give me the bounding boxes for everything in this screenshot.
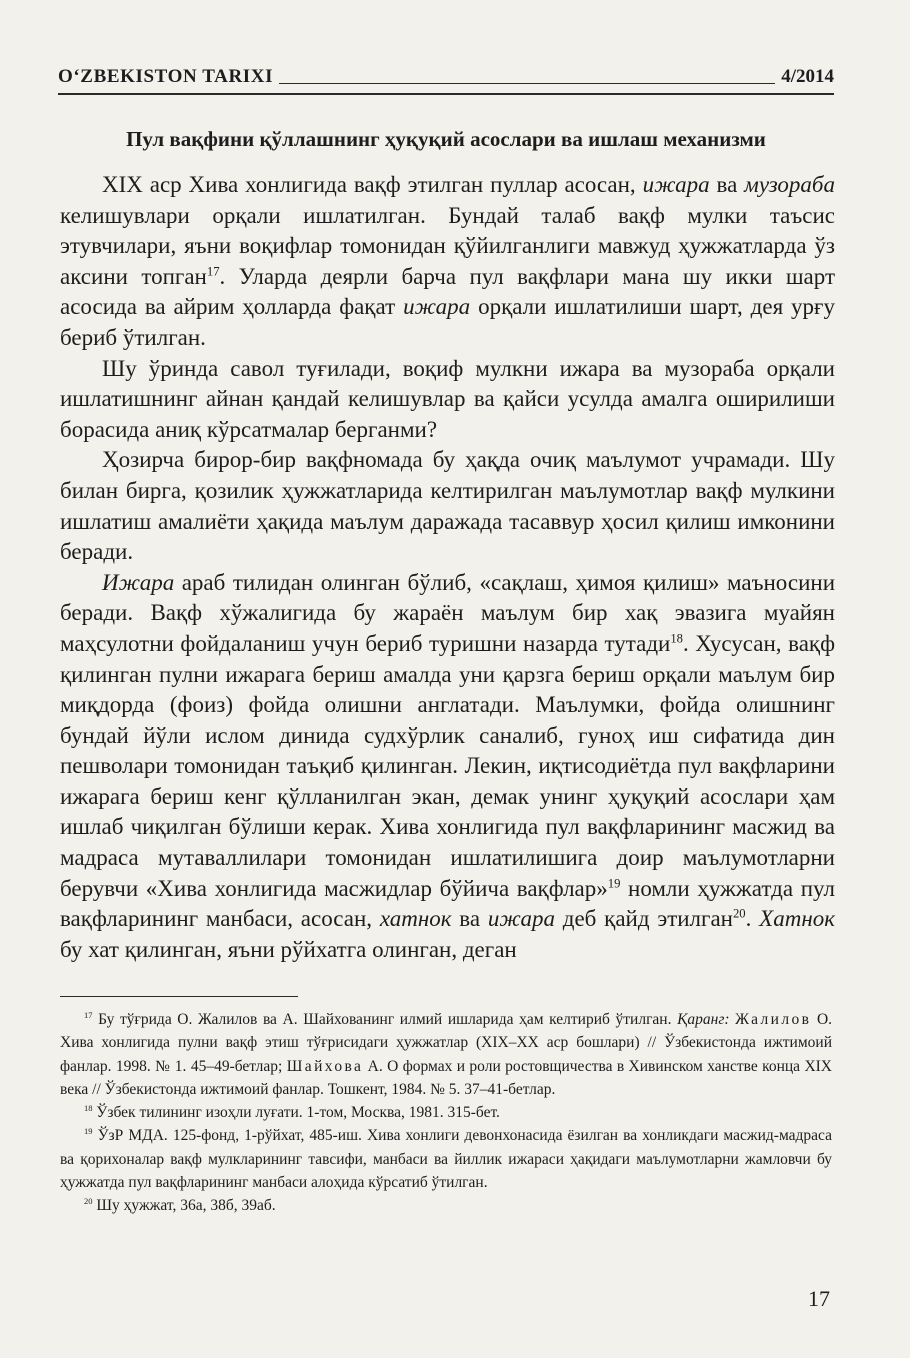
footnote-separator <box>60 996 298 997</box>
text-run: Шу ўринда савол туғилади, воқиф мулкни ижара ва музораба орқали ишлатишнинг айнан қандай келишувлар ва қайси усулда амалга оширилиши борасида аниқ кўрсатмалар берганми? <box>60 355 835 442</box>
italic-term: Ижара <box>102 569 175 595</box>
footnotes <box>60 1008 832 1218</box>
running-header <box>58 60 834 90</box>
text-run: . Уларда деярли барча пул вақфлари мана шу икки шарт асосида ва айрим ҳолларда фақат <box>60 263 836 320</box>
body-paragraph <box>60 568 835 966</box>
page-number: 17 <box>808 1286 830 1311</box>
footnote <box>60 1101 832 1124</box>
body-paragraph <box>60 354 835 446</box>
author-name: Шайхова <box>286 1057 364 1075</box>
footnote <box>60 1124 832 1194</box>
body-paragraph <box>60 445 835 567</box>
header-rule <box>58 93 834 95</box>
italic-term: ижара <box>487 906 555 932</box>
text-run: О. Хива хонлигида пулни вақф этиш тўғрисидаги ҳужжатлар (XIX–XX аср бошлари) // Ўзбекистонда ижтимоий фанлар. 1998. № 1. 45–49-бетлар; <box>60 1011 833 1075</box>
footnote-ref: 20 <box>84 1196 93 1207</box>
body-text <box>60 170 835 965</box>
text-run: номли ҳужжатда пул вақфларининг манбаси, асосан, <box>60 875 835 932</box>
italic-term: ижара <box>642 172 710 197</box>
text-run: араб тилидан олинган бўлиб, «сақлаш, ҳимоя қилиш» маъносини беради. Вақф хўжалигида бу жараён маълум бир хақ эвазига муайян маҳсулотни фойдаланиш учун бериб туришни назарда тутади <box>60 569 835 656</box>
footnote-ref: 19 <box>84 1126 93 1137</box>
footnote <box>60 1194 832 1217</box>
footnote-ref: 19 <box>607 876 621 890</box>
text-run: орқали ишлатилиши шарт, дея урғу бериб ўтилган. <box>60 294 835 350</box>
italic-term: музораба <box>744 172 835 197</box>
text-run: Шу ҳужжат, 36а, 38б, 39аб. <box>92 1197 276 1215</box>
issue-number: 4/2014 <box>781 66 834 87</box>
text-run: А. О формах и роли ростовщичества в Хивинском ханстве конца XIX века // Ўзбекистонда ижтимоий фанлар. Тошкент, 1984. № 5. 37–41-бетлар. <box>60 1057 833 1098</box>
header-leader-line <box>279 83 775 84</box>
text-run: Бу тўғрида О. Жалилов ва А. Шайхованинг илмий ишларида ҳам келтириб ўтилган. <box>92 1011 678 1028</box>
text-run: бу хат қилинган, яъни рўйхатга олинган, деган <box>60 936 517 962</box>
author-name: Жалилов <box>735 1011 812 1028</box>
text-run: ЎзР МДА. 125-фонд, 1-рўйхат, 485-иш. Хива хонлиги девонхонасида ёзилган ва хонликдаги масжид-мадраса ва қорихоналар вақф мулкларининг тавсифи, манбаси ва йиллик ижараси ҳақидаги маълумотларни жамловчи бу ҳужжатда пул вақфларининг манбаси алоҳида кўрсатиб ўтилган. <box>60 1127 832 1192</box>
footnote-ref: 17 <box>84 1009 93 1020</box>
text-run: ва <box>709 172 745 197</box>
journal-name: O‘ZBEKISTON TARIXI <box>58 66 274 87</box>
footnote-ref: 17 <box>206 264 220 279</box>
text-run: ва <box>451 906 488 932</box>
section-title: Пул вақфини қўллашнинг ҳуқуқий асослари ва ишлаш механизми <box>126 127 766 151</box>
text-run: XIX аср Хива хонлигида вақф этилган пуллар асосан, <box>102 172 643 197</box>
text-run: Ўзбек тилининг изоҳли луғати. 1-том, Москва, 1981. 315-бет. <box>92 1104 500 1122</box>
text-run: . <box>745 906 760 932</box>
text-run: келишувлари орқали ишлатилган. Бундай талаб вақф мулки таъсис этувчилари, яъни воқифлар томонидан қўйилганлиги мавжуд ҳужжатларда ўз аксини топган <box>60 202 835 289</box>
footnote <box>60 1008 832 1101</box>
footnote-ref: 18 <box>670 631 683 646</box>
italic-term: ижара <box>403 294 471 320</box>
text-run: Ҳозирча бирор-бир вақфномада бу ҳақда очиқ маълумот учрамади. Шу билан бирга, қозилик ҳужжатларида келтирилган маълумотлар вақф мулкини ишлатиш амалиёти ҳақида маълум даражада тасаввур ҳосил қилиш имконини беради. <box>60 447 835 565</box>
italic-term: Хатнок <box>759 906 835 932</box>
italic-term: Қаранг: <box>677 1011 730 1028</box>
text-run: деб қайд этилган <box>554 906 733 932</box>
footnote-ref: 18 <box>84 1103 93 1114</box>
text-run: . Хусусан, вақф қилинган пулни ижарага бериш амалда уни қарзга бериш орқали маълум бир миқдорда (фоиз) фойда олишни англатади. Маълумки, фойда олишнинг бундай йўли ислом динида судхўрлик саналиб, гуноҳ иш сифатида дин пешволари томонидан таъқиб қилинган. Лекин, иқтисодиётда пул вақфларини ижарага бериш кенг қўлланилган экан, демак унинг ҳуқуқий асослари ҳам ишлаб чиқилган бўлиши керак. Хива хонлигида пул вақфларининг масжид ва мадраса мутаваллилари томонидан ишлатилишига доир маълумотларни берувчи «Хива хонлигида масжидлар бўйича вақфлар» <box>60 630 835 901</box>
italic-term: хатнок <box>379 906 452 932</box>
body-paragraph <box>60 170 835 354</box>
footnote-ref: 20 <box>732 906 746 921</box>
